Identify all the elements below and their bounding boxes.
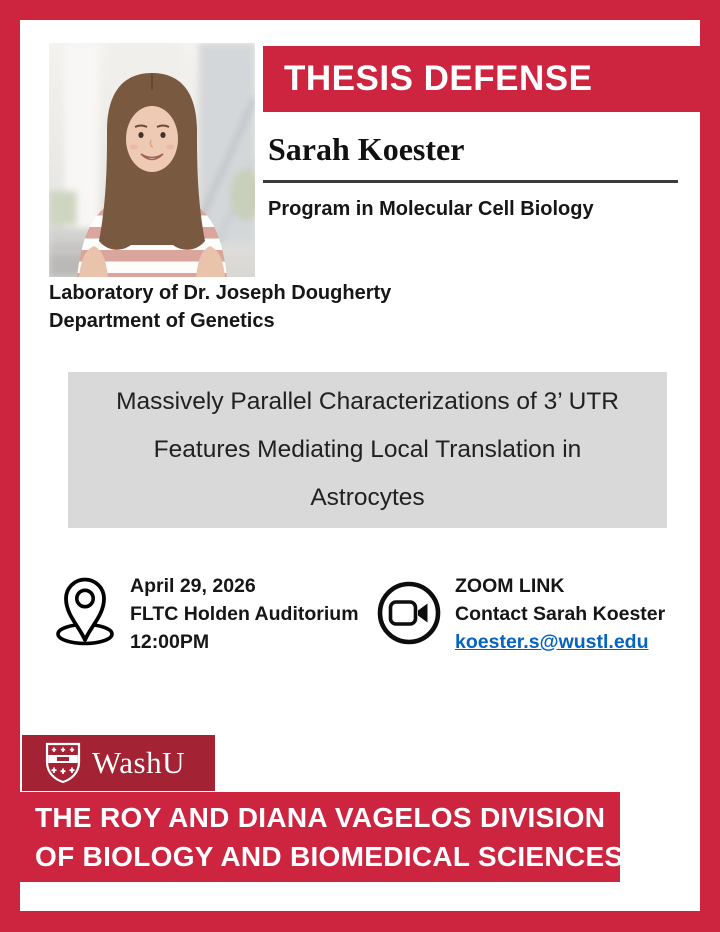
event-time: 12:00PM — [130, 631, 210, 653]
program-name: Program in Molecular Cell Biology — [268, 198, 594, 220]
page-border-bottom — [0, 911, 720, 932]
thesis-defense-label: THESIS DEFENSE — [284, 59, 593, 98]
talk-title-box — [68, 372, 667, 528]
washu-logo — [22, 735, 215, 791]
email-link[interactable]: koester.s@wustl.edu — [455, 631, 649, 653]
lab-line: Laboratory of Dr. Joseph Dougherty — [49, 282, 392, 304]
page-border-left — [0, 0, 20, 932]
washu-shield-icon — [45, 742, 81, 784]
division-banner — [20, 792, 624, 882]
page-border-right — [700, 0, 720, 932]
zoom-heading: ZOOM LINK — [455, 575, 565, 597]
division-line-2: OF BIOLOGY AND BIOMEDICAL SCIENCES — [35, 841, 624, 872]
event-details — [130, 572, 359, 656]
washu-wordmark: WashU — [92, 745, 185, 780]
talk-title-line-2: Features Mediating Local Translation in — [153, 436, 582, 463]
talk-title-line-3: Astrocytes — [310, 484, 425, 511]
speaker-photo — [49, 43, 255, 277]
divider-rule — [263, 180, 678, 183]
video-camera-icon — [376, 580, 442, 646]
department-line: Department of Genetics — [49, 310, 275, 332]
talk-title-line-1: Massively Parallel Characterizations of 3’ UTR — [116, 388, 619, 415]
division-line-1: THE ROY AND DIANA VAGELOS DIVISION — [35, 802, 606, 833]
location-pin-icon — [53, 576, 117, 646]
zoom-details — [455, 572, 665, 656]
page-border-top — [0, 0, 720, 20]
zoom-contact: Contact Sarah Koester — [455, 603, 666, 625]
speaker-name: Sarah Koester — [268, 131, 465, 167]
affiliation-block — [49, 279, 391, 335]
event-location: FLTC Holden Auditorium — [130, 603, 359, 625]
thesis-defense-banner — [263, 46, 700, 112]
event-date: April 29, 2026 — [130, 575, 256, 597]
